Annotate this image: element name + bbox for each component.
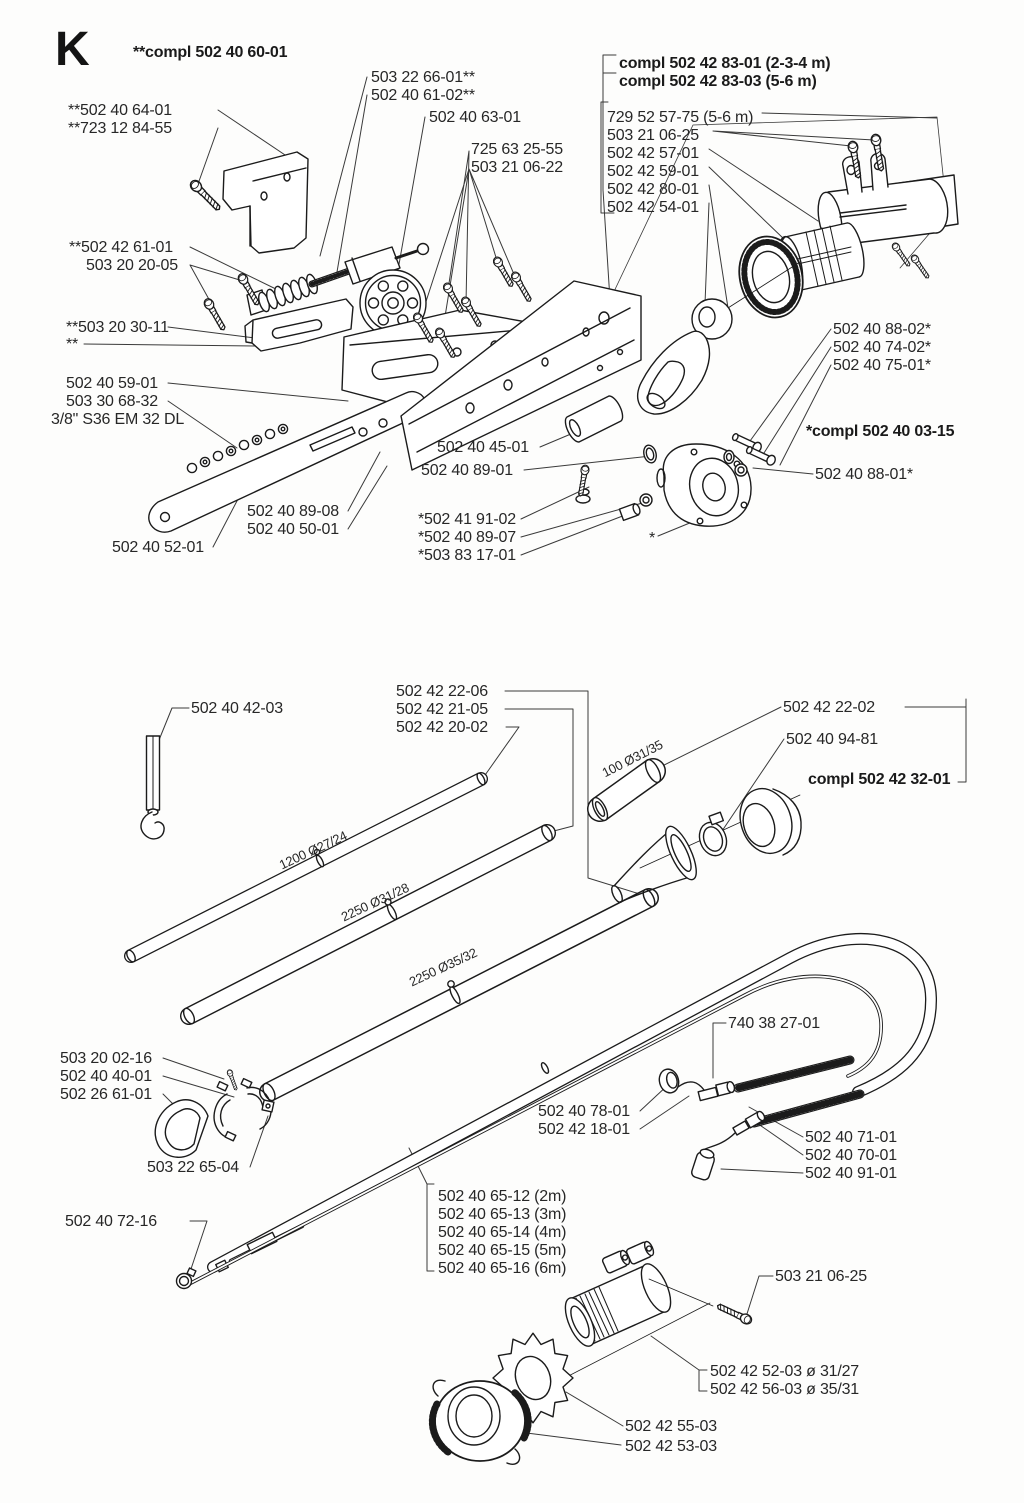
part-label: *503 83 17-01 bbox=[418, 547, 516, 564]
part-label: 502 40 75-01* bbox=[833, 357, 931, 374]
figure-letter: K bbox=[55, 23, 89, 76]
part-label: 502 40 65-14 (4m) bbox=[438, 1224, 567, 1241]
part-label: 502 40 94-81 bbox=[786, 731, 878, 748]
part-label: 2250 Ø35/32 bbox=[406, 944, 480, 990]
part-label: 502 42 55-03 bbox=[625, 1418, 717, 1435]
part-label: 502 42 80-01 bbox=[607, 181, 699, 198]
part-label: **502 42 61-01 bbox=[69, 239, 173, 256]
part-label: *502 40 89-07 bbox=[418, 529, 516, 546]
part-label: 502 42 52-03 ø 31/27 bbox=[710, 1363, 860, 1380]
part-label: 502 40 89-01 bbox=[421, 462, 513, 479]
part-label: 503 22 66-01** bbox=[371, 69, 475, 86]
part-label: 503 20 02-16 bbox=[60, 1050, 152, 1067]
part-label: 502 40 91-01 bbox=[805, 1165, 897, 1182]
part-label: 503 20 20-05 bbox=[86, 257, 178, 274]
part-label: 503 21 06-25 bbox=[775, 1268, 867, 1285]
part-label: * bbox=[649, 530, 656, 547]
part-label: 3/8" S36 EM 32 DL bbox=[51, 411, 185, 428]
part-label: **502 40 64-01 bbox=[68, 102, 172, 119]
part-label: 502 40 59-01 bbox=[66, 375, 158, 392]
part-label: *compl 502 40 03-15 bbox=[806, 423, 955, 440]
part-label: 502 40 42-03 bbox=[191, 700, 283, 717]
part-label: 502 42 59-01 bbox=[607, 163, 699, 180]
part-label: 1200 Ø27/24 bbox=[276, 827, 350, 873]
part-label: 502 26 61-01 bbox=[60, 1086, 152, 1103]
part-label: 502 40 65-16 (6m) bbox=[438, 1260, 567, 1277]
part-label: compl 502 42 83-01 (2-3-4 m) bbox=[619, 55, 831, 72]
part-label: compl 502 42 32-01 bbox=[808, 771, 951, 788]
part-label: 502 40 65-13 (3m) bbox=[438, 1206, 567, 1223]
part-label: 502 40 65-12 (2m) bbox=[438, 1188, 567, 1205]
part-label: 502 42 21-05 bbox=[396, 701, 488, 718]
part-label: 502 40 70-01 bbox=[805, 1147, 897, 1164]
part-label: 502 40 40-01 bbox=[60, 1068, 152, 1085]
part-label: 503 21 06-22 bbox=[471, 159, 563, 176]
part-label: **723 12 84-55 bbox=[68, 120, 172, 137]
part-label: 725 63 25-55 bbox=[471, 141, 563, 158]
part-label: 502 42 18-01 bbox=[538, 1121, 630, 1138]
part-label: 729 52 57-75 (5-6 m) bbox=[607, 109, 754, 126]
part-label: 502 42 53-03 bbox=[625, 1438, 717, 1455]
part-label: 502 40 78-01 bbox=[538, 1103, 630, 1120]
part-label: 740 38 27-01 bbox=[728, 1015, 820, 1032]
part-label: 502 42 22-06 bbox=[396, 683, 488, 700]
part-label: 502 40 74-02* bbox=[833, 339, 931, 356]
part-label: 502 40 71-01 bbox=[805, 1129, 897, 1146]
part-label: 503 22 65-04 bbox=[147, 1159, 239, 1176]
part-label: *502 41 91-02 bbox=[418, 511, 516, 528]
part-label: 502 42 20-02 bbox=[396, 719, 488, 736]
part-label: **compl 502 40 60-01 bbox=[133, 44, 288, 61]
part-label: 502 42 22-02 bbox=[783, 699, 875, 716]
part-label: 502 40 88-02* bbox=[833, 321, 931, 338]
part-label: 502 40 88-01* bbox=[815, 466, 913, 483]
part-label: compl 502 42 83-03 (5-6 m) bbox=[619, 73, 817, 90]
part-label: 502 40 52-01 bbox=[112, 539, 204, 556]
part-label: 100 Ø31/35 bbox=[599, 736, 666, 781]
part-label: 502 42 54-01 bbox=[607, 199, 699, 216]
part-label: 502 40 65-15 (5m) bbox=[438, 1242, 567, 1259]
part-label: 502 40 50-01 bbox=[247, 521, 339, 538]
part-label: **503 20 30-11 bbox=[66, 319, 169, 336]
part-label: 502 40 61-02** bbox=[371, 87, 475, 104]
part-label: 503 21 06-25 bbox=[607, 127, 699, 144]
part-label: 502 40 89-08 bbox=[247, 503, 339, 520]
part-label: 502 40 45-01 bbox=[437, 439, 529, 456]
part-label: 502 40 72-16 bbox=[65, 1213, 157, 1230]
part-label: 502 42 57-01 bbox=[607, 145, 699, 162]
part-label: 502 40 63-01 bbox=[429, 109, 521, 126]
part-label: 503 30 68-32 bbox=[66, 393, 158, 410]
part-label: 2250 Ø31/28 bbox=[338, 879, 412, 925]
part-label: 502 42 56-03 ø 35/31 bbox=[710, 1381, 860, 1398]
part-label: ** bbox=[66, 336, 79, 353]
